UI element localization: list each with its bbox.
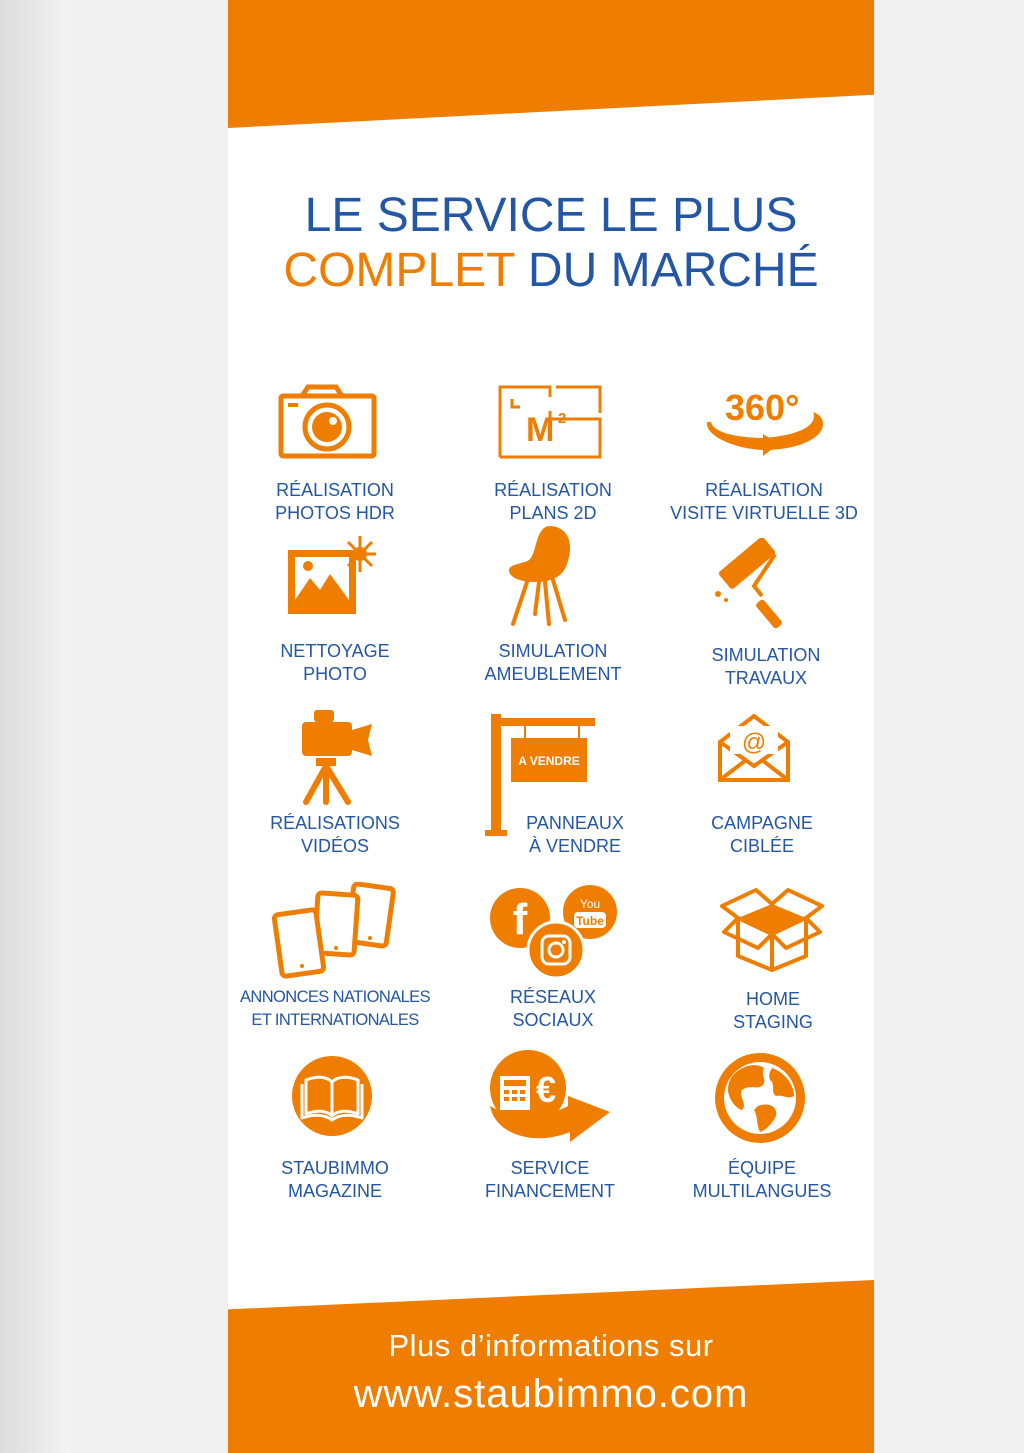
service-item: RÉSEAUX SOCIAUX [509, 987, 597, 1030]
bottom-orange-band [228, 1280, 874, 1453]
chair-icon [505, 524, 581, 628]
svg-text:M: M [526, 411, 555, 449]
headline-orange-word: COMPLET [283, 244, 515, 297]
service-item: CAMPAGNE CIBLÉE [711, 813, 813, 856]
service-item: STAUBIMMO MAGAZINE [281, 1158, 389, 1201]
globe-icon [712, 1050, 808, 1146]
flyer-page [228, 0, 874, 1453]
service-item: NETTOYAGE PHOTO [280, 641, 390, 684]
tablets-icon [272, 882, 396, 980]
svg-text:Tube: Tube [576, 914, 604, 928]
360-view-icon [701, 380, 829, 466]
top-orange-band [228, 0, 874, 128]
service-item: HOME STAGING [733, 989, 813, 1032]
service-item: RÉALISATION PHOTOS HDR [275, 480, 395, 523]
service-item: ANNONCES NATIONALES ET INTERNATIONALES [239, 988, 430, 1029]
photo-cleanup-icon [284, 530, 380, 618]
finance-icon [486, 1046, 612, 1150]
service-item: SIMULATION TRAVAUX [711, 645, 821, 688]
svg-text:f: f [512, 895, 528, 944]
service-item: RÉALISATION VISITE VIRTUELLE 3D [670, 480, 858, 523]
service-item: SIMULATION AMEUBLEMENT [484, 641, 622, 684]
headline-line2 [228, 243, 874, 298]
svg-text:360°: 360° [725, 387, 800, 428]
service-item: ÉQUIPE MULTILANGUES [692, 1158, 832, 1201]
camera-icon [278, 384, 378, 460]
box-icon [720, 882, 824, 972]
headline-line1: LE SERVICE LE PLUS [304, 189, 798, 242]
social-networks-icon [486, 882, 620, 980]
service-item: RÉALISATION PLANS 2D [494, 480, 612, 523]
svg-text:2: 2 [558, 410, 567, 427]
headline-blue-words: DU MARCHÉ [527, 244, 819, 297]
svg-text:@: @ [741, 729, 767, 756]
headline [228, 188, 874, 298]
service-item: PANNEAUX À VENDRE [526, 813, 624, 856]
svg-text:A VENDRE: A VENDRE [518, 754, 580, 768]
svg-text:€: € [535, 1069, 557, 1110]
paint-roller-icon [712, 538, 808, 634]
website-link[interactable]: www.staubimmo.com [353, 1372, 749, 1416]
footer-text: Plus d’informations sur [388, 1328, 714, 1363]
email-icon [716, 712, 792, 784]
svg-text:You: You [579, 897, 601, 911]
service-item: RÉALISATIONS VIDÉOS [270, 813, 400, 856]
video-camera-icon [292, 710, 382, 806]
book-icon [290, 1054, 374, 1138]
service-item: SERVICE FINANCEMENT [485, 1158, 615, 1201]
page-edge-shadow [0, 0, 70, 1453]
floor-plan-icon [498, 385, 604, 461]
